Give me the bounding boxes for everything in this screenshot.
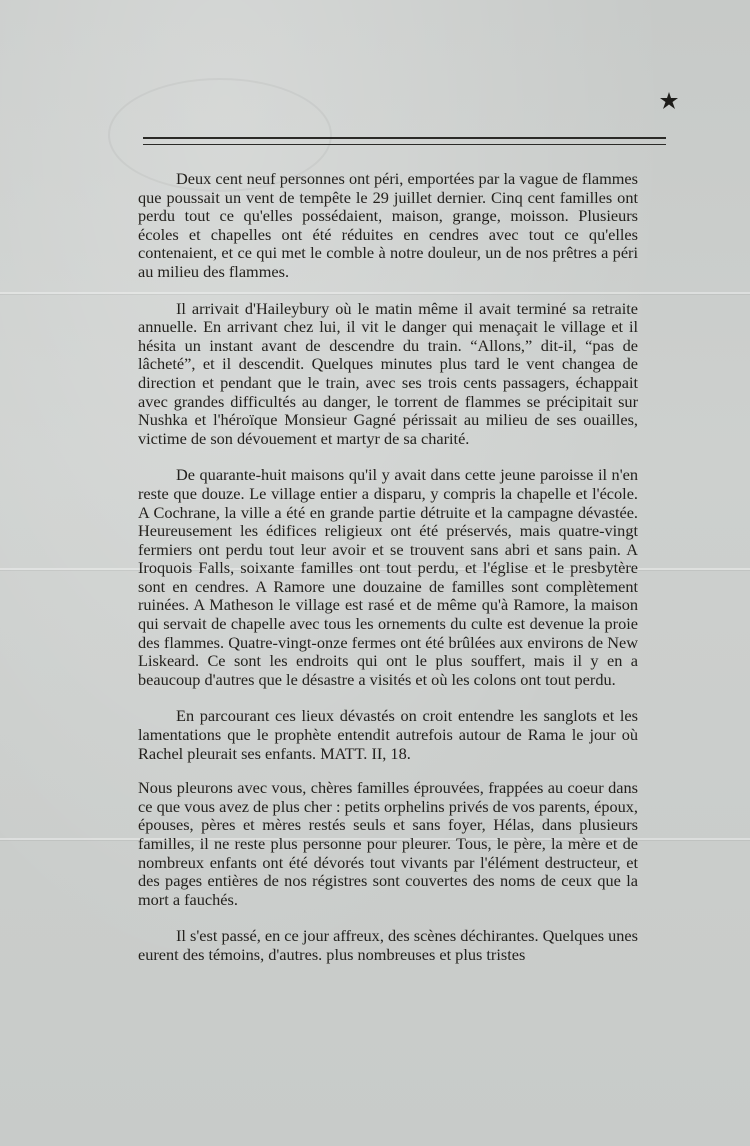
paragraph: Deux cent neuf personnes ont péri, emportées par la vague de flammes que poussait un vent de tempête le 29 juillet dernier. Cinq cent familles ont perdu tout ce qu'elles possédaient, maison, grange, moisson. Plusieurs écoles et chapelles ont été réduites en cendres avec tout ce qu'elles contenaient, et ce qui met le comble à notre douleur, un de nos prêtres a péri au milieu des flammes. bbox=[138, 169, 638, 281]
header-rule bbox=[143, 137, 666, 139]
header-rule-thin bbox=[143, 144, 666, 145]
body-text bbox=[138, 170, 638, 983]
paragraph: Nous pleurons avec vous, chères familles éprouvées, frappées au coeur dans ce que vous avez de plus cher : petits orphelins privés de vos parents, époux, épouses, pères et mères restés seuls et sans foyer, Hélas, dans plusieurs familles, il ne reste plus personne pour pleurer. Tous, le père, la mère et de nombreux enfants ont été dévorés tout vivants par l'élément destructeur, et des pages entières de nos régistres sont couvertes des noms de ceux que la mort a fauchés. bbox=[138, 778, 638, 909]
paragraph: Il s'est passé, en ce jour affreux, des scènes déchirantes. Quelques unes eurent des témoins, d'autres. plus nombreuses et plus tristes bbox=[138, 926, 638, 964]
paragraph: De quarante-huit maisons qu'il y avait dans cette jeune paroisse il n'en reste que douze. Le village entier a disparu, y compris la chapelle et l'école. A Cochrane, la ville a été en grande partie détruite et la campagne dévastée. Heureusement les édifices religieux ont été préservés, mais quatre-vingt fermiers ont perdu tout leur avoir et se trouvent sans abri et sans pain. A Iroquois Falls, soixante familles ont tout perdu, et l'église et le presbytère sont en cendres. A Ramore une douzaine de familles sont complètement ruinées. A Matheson le village est rasé et de même qu'à Ramore, la maison qui servait de chapelle avec tous les ornements du culte est devenue la proie des flammes. Quatre-vingt-onze fermes ont été brûlées aux environs de New Liskeard. Ce sont les endroits qui ont le plus souffert, mais il y en a beaucoup d'autres que le désastre a visités et où les colons ont tout perdu. bbox=[138, 465, 638, 689]
ink-blot-icon bbox=[658, 90, 680, 112]
paragraph: Il arrivait d'Haileybury où le matin même il avait terminé sa retraite annuelle. En arrivant chez lui, il vit le danger qui menaçait le village et il hésita un instant avant de descendre du train. “Allons,” dit-il, “pas de lâcheté”, et il descendit. Quelques minutes plus tard le vent changea de direction et pendant que le train, avec ses trois cents passagers, échappait avec grandes difficultés au danger, le torrent de flammes se précipitait sur Nushka et l'héroïque Monsieur Gagné périssait au milieu de ses ouailles, victime de son dévouement et martyr de sa charité. bbox=[138, 298, 638, 448]
paragraph: En parcourant ces lieux dévastés on croit entendre les sanglots et les lamentations que le prophète entendit autrefois autour de Rama le jour où Rachel pleurait ses enfants. MATT. II, 18. bbox=[138, 706, 638, 763]
